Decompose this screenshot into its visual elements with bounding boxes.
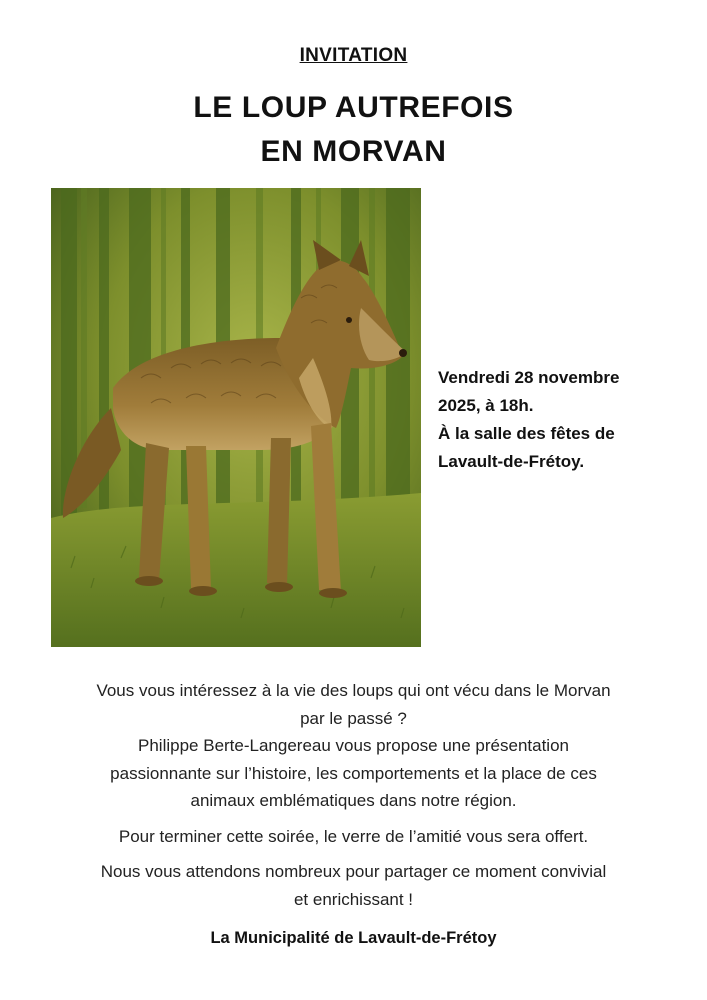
event-details xyxy=(438,364,698,476)
event-venue: À la salle des fêtes de xyxy=(438,424,615,443)
body-paragraph-1 xyxy=(30,677,677,815)
wolf-illustration xyxy=(51,188,421,647)
body-line: et enrichissant ! xyxy=(293,889,414,909)
body-line: passionnante sur l’histoire, les comportements et la place de ces xyxy=(110,763,597,783)
title-line-1: LE LOUP AUTREFOIS xyxy=(193,91,514,124)
event-date: Vendredi 28 novembre xyxy=(438,368,620,387)
body-line: par le passé ? xyxy=(300,708,407,728)
municipality-signature: La Municipalité de Lavault-de-Frétoy xyxy=(210,929,497,947)
event-town: Lavault-de-Frétoy. xyxy=(438,452,585,471)
body-paragraph-2: Pour terminer cette soirée, le verre de l’amitié vous sera offert. xyxy=(118,826,589,846)
invitation-label: INVITATION xyxy=(299,45,408,66)
body-line: Vous vous intéressez à la vie des loups qui ont vécu dans le Morvan xyxy=(96,681,611,700)
event-time: 2025, à 18h. xyxy=(438,396,534,415)
body-line: Nous vous attendons nombreux pour partager ce moment convivial xyxy=(100,862,607,881)
body-paragraph-3 xyxy=(30,858,677,913)
page-title xyxy=(0,86,707,174)
invitation-body xyxy=(30,677,677,921)
body-line: animaux emblématiques dans notre région. xyxy=(190,791,517,810)
body-line: Philippe Berte-Langereau vous propose une présentation xyxy=(138,736,569,755)
title-line-2: EN MORVAN xyxy=(260,135,447,168)
